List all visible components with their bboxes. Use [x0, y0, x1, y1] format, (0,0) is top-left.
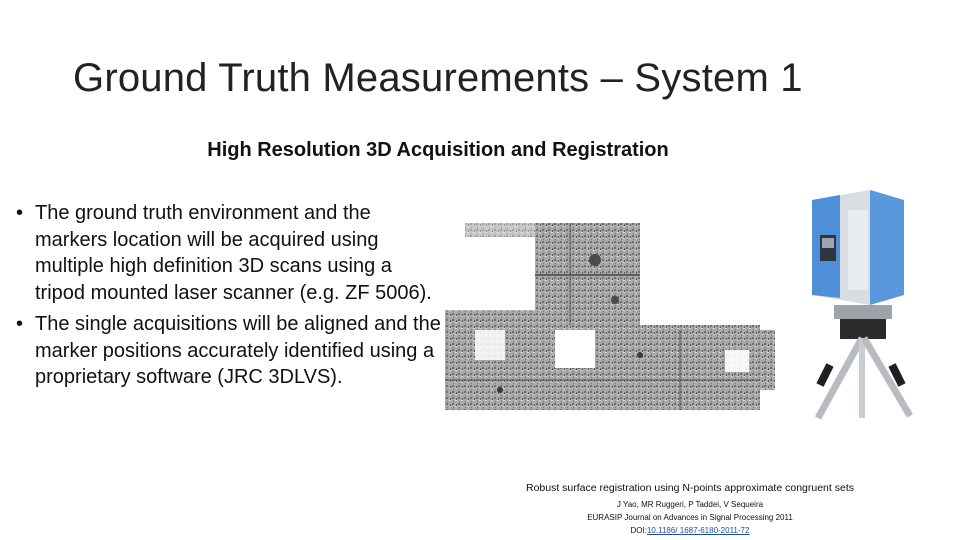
bullet-item: [16, 311, 441, 391]
citation-title: Robust surface registration using N-points approximate congruent sets: [525, 482, 854, 494]
citation-block: [500, 481, 880, 537]
bullet-dot: •: [16, 202, 24, 224]
laser-scanner-image: [800, 180, 920, 420]
slide-title: Ground Truth Measurements – System 1: [73, 56, 803, 100]
citation-journal: EURASIP Journal on Advances in Signal Processing 2011: [587, 513, 793, 522]
bullet-text: The single acquisitions will be aligned and the marker positions accurately identified using a proprietary software (JRC 3DLVS).: [35, 313, 441, 388]
bullet-text: The ground truth environment and the markers location will be acquired using multiple high definition 3D scans using a tripod mounted laser scanner (e.g. ZF 5006).: [35, 202, 432, 304]
bullet-item: [16, 200, 441, 306]
slide-subtitle: High Resolution 3D Acquisition and Registration: [207, 139, 669, 161]
citation-authors: J Yao, MR Ruggeri, P Taddei, V Sequeira: [616, 500, 764, 509]
laser-scanner-illustration: [812, 190, 910, 418]
citation-doi-link[interactable]: 10.1186/ 1687-6180-2011-72: [646, 526, 750, 535]
scan-shape: [445, 223, 775, 410]
bullet-list: [16, 200, 441, 396]
citation-doi-label: DOI:: [630, 526, 647, 535]
bullet-dot: •: [16, 313, 24, 335]
citation-doi: [500, 524, 880, 537]
scan-floorplan-image: [440, 205, 785, 420]
